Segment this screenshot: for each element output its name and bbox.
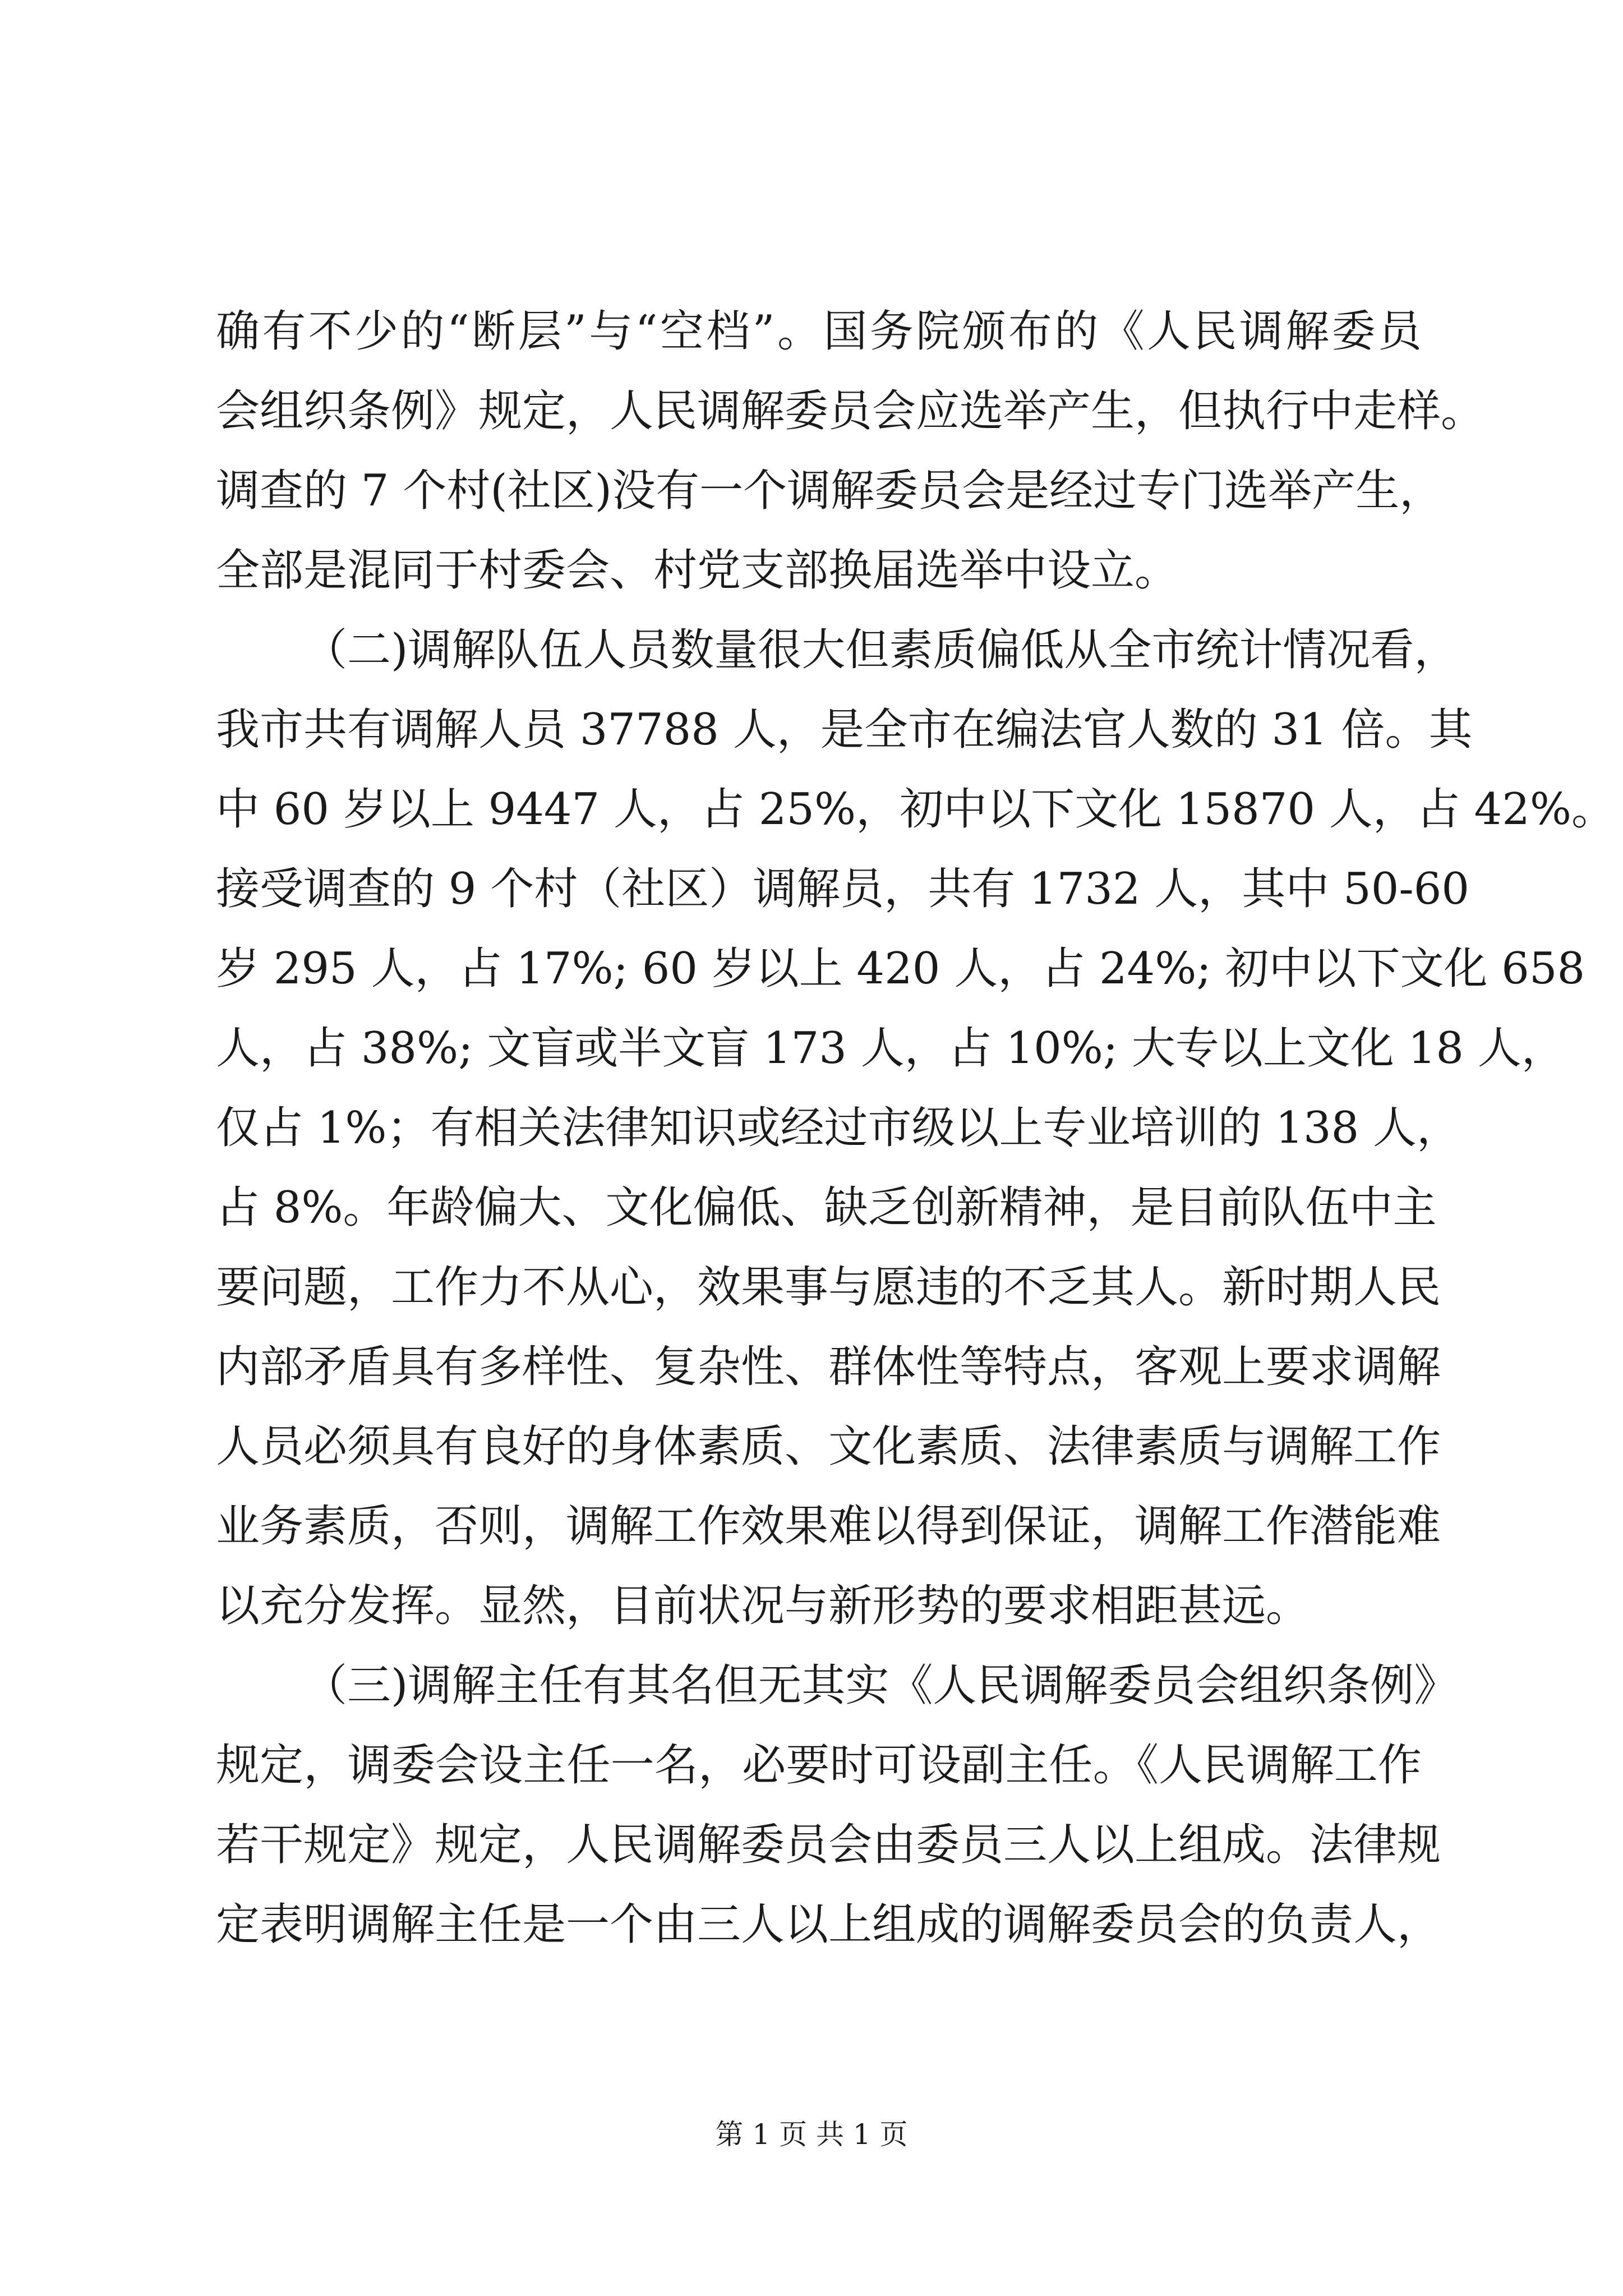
text-line: 要问题，工作力不从心，效果事与愿违的不乏其人。新时期人民 (216, 1262, 1441, 1313)
text-line: 规定，调委会设主任一名，必要时可设副主任。《人民调解工作 (216, 1740, 1422, 1791)
text-line: （二)调解队伍人员数量很大但素质偏低从全市统计情况看， (303, 625, 1458, 675)
text-line: 以充分发挥。显然，目前状况与新形势的要求相距甚远。 (216, 1581, 1310, 1631)
text-line: 确有不少的“断层”与“空档”。国务院颁布的《人民调解委员 (216, 306, 1422, 357)
text-line: 调查的 7 个村(社区)没有一个调解委员会是经过专门选举产生， (216, 466, 1444, 516)
page-footer (0, 2118, 1623, 2151)
text-line: 岁 295 人，占 17%; 60 岁以上 420 人，占 24%; 初中以下文化 658 (216, 944, 1585, 994)
text-line: 若干规定》规定，人民调解委员会由委员三人以上组成。法律规 (216, 1820, 1441, 1870)
text-line: 业务素质，否则，调解工作效果难以得到保证，调解工作潜能难 (216, 1501, 1441, 1552)
text-line: （三)调解主任有其名但无其实《人民调解委员会组织条例》 (303, 1660, 1458, 1711)
text-line: 定表明调解主任是一个由三人以上组成的调解委员会的负责人， (216, 1899, 1441, 1950)
paragraph (216, 610, 1615, 1646)
text-line: 内部矛盾具有多样性、复杂性、群体性等特点，客观上要求调解 (216, 1342, 1441, 1392)
text-line: 人，占 38%; 文盲或半文盲 173 人，占 10%; 大专以上文化 18 人， (216, 1023, 1565, 1074)
document-body (216, 292, 1615, 1964)
page-number-label: 第 1 页 共 1 页 (715, 2118, 908, 2151)
text-line: 全部是混同于村委会、村党支部换届选举中设立。 (216, 545, 1179, 596)
text-line: 人员必须具有良好的身体素质、文化素质、法律素质与调解工作 (216, 1421, 1441, 1472)
paragraph (216, 292, 1485, 610)
text-line: 会组织条例》规定，人民调解委员会应选举产生，但执行中走样。 (216, 386, 1485, 436)
text-line: 仅占 1%；有相关法律知识或经过市级以上专业培训的 138 人， (216, 1103, 1461, 1153)
text-line: 我市共有调解人员 37788 人，是全市在编法官人数的 31 倍。其 (216, 705, 1473, 755)
text-line: 占 8%。年龄偏大、文化偏低、缺乏创新精神，是目前队伍中主 (216, 1182, 1437, 1233)
text-line: 接受调查的 9 个村（社区）调解员，共有 1732 人，其中 50-60 (216, 864, 1469, 914)
paragraph (216, 1646, 1458, 1964)
text-line: 中 60 岁以上 9447 人，占 25%，初中以下文化 15870 人，占 42%。 (216, 784, 1615, 835)
